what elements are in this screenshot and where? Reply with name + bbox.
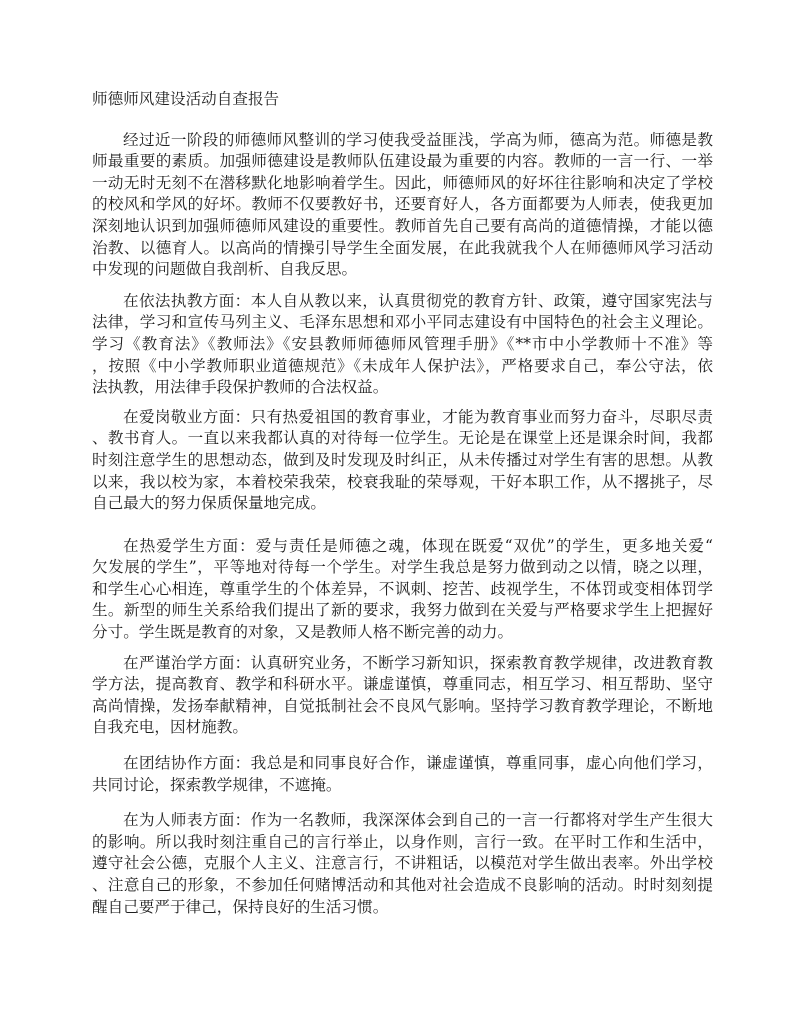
paragraph-line: 学习《教育法》《教师法》《安县教师师德师风管理手册》《**市中小学教师十不准》等: [92, 334, 713, 353]
paragraph-line: 、注意自己的形象，不参加任何赌博活动和其他对社会造成不良影响的活动。时时刻刻提: [92, 876, 713, 894]
paragraph-line: 高尚情操，发扬奉献精神，自觉抵制社会不良风气影响。坚持学习教育教学理论，不断地: [92, 696, 713, 715]
paragraph-line: 学方法，提高教育、教学和科研水平。谦虚谨慎，尊重同志，相互学习、相互帮助、坚守: [92, 675, 713, 694]
paragraph-intro: [92, 130, 713, 281]
paragraph-line: 法执教，用法律手段保护教师的合法权益。: [92, 378, 389, 397]
paragraph-line: 醒自己要严于律己，保持良好的生活习惯。: [92, 897, 389, 916]
paragraph-line: 的影响。所以我时刻注重自己的言行举止，以身作则，言行一致。在平时工作和生活中，: [92, 832, 713, 851]
paragraph-job-dedication: [92, 407, 713, 515]
paragraph-line: 法律，学习和宣传马列主义、毛泽东思想和邓小平同志建设有中国特色的社会主义理论。: [92, 313, 713, 332]
paragraph-line: 、教书育人。一直以来我都认真的对待每一位学生。无论是在课堂上还是课余时间，我都: [92, 429, 713, 448]
paragraph-line: 欠发展的学生”，平等地对待每一个学生。对学生我总是努力做到动之以情，晓之以理，: [92, 558, 713, 577]
paragraph-rigorous-scholarship: [92, 653, 713, 739]
paragraph-line: 生。新型的师生关系给我们提出了新的要求，我努力做到在关爱与严格要求学生上把握好: [92, 601, 713, 620]
paragraph-line: 的校风和学风的好坏。教师不仅要教好书，还要育好人，各方面都要为人师表，使我更加: [92, 195, 713, 214]
paragraph-line: 治教、以德育人。以高尚的情操引导学生全面发展，在此我就我个人在师德师风学习活动: [92, 238, 713, 257]
document-body: [92, 89, 713, 918]
paragraph-line: 在团结协作方面：我总是和同事良好合作，谦虚谨慎，尊重同事，虚心向他们学习，: [123, 754, 713, 773]
paragraph-line: 师最重要的素质。加强师德建设是教师队伍建设最为重要的内容。教师的一言一行、一举: [92, 152, 713, 171]
paragraph-line: 深刻地认识到加强师德师风建设的重要性。教师首先自己要有高尚的道德情操，才能以德: [92, 216, 713, 235]
paragraph-law-based-teaching: [92, 291, 713, 399]
paragraph-line: 分寸。学生既是教育的对象，又是教师人格不断完善的动力。: [92, 623, 514, 642]
paragraph-caring-for-students: [92, 536, 713, 644]
paragraph-line: 中发现的问题做自我剖析、自我反思。: [92, 260, 358, 279]
paragraph-line: 在热爱学生方面：爱与责任是师德之魂，体现在既爱“双优”的学生，更多地关爱“: [123, 536, 713, 555]
paragraph-line: 自我充电，因材施教。: [92, 718, 248, 737]
paragraph-line: 在为人师表方面：作为一名教师，我深深体会到自己的一言一行都将对学生产生很大: [123, 811, 713, 830]
paragraph-line: 一动无时无刻不在潜移默化地影响着学生。因此，师德师风的好坏往往影响和决定了学校: [92, 173, 713, 192]
paragraph-line: 共同讨论，探索教学规律，不遮掩。: [92, 775, 342, 794]
paragraph-line: 以来，我以校为家，本着校荣我荣，校衰我耻的荣辱观，干好本职工作，从不撂挑子，尽: [92, 472, 713, 491]
paragraph-line: 在依法执教方面：本人自从教以来，认真贯彻党的教育方针、政策，遵守国家宪法与: [123, 291, 713, 310]
document-title: 师德师风建设活动自查报告: [92, 90, 280, 108]
paragraph-role-model: [92, 810, 713, 918]
paragraph-line: 自己最大的努力保质保量地完成。: [92, 494, 326, 513]
paragraph-line: 时刻注意学生的思想动态，做到及时发现及时纠正，从未传播过对学生有害的思想。从教: [92, 450, 713, 469]
paragraph-line: 经过近一阶段的师德师风整训的学习使我受益匪浅，学高为师，德高为范。师德是教: [123, 130, 713, 149]
paragraph-teamwork: [92, 753, 713, 796]
paragraph-line: 遵守社会公德，克服个人主义、注意言行，不讲粗话，以模范对学生做出表率。外出学校: [92, 854, 713, 873]
paragraph-line: 在爱岗敬业方面：只有热爱祖国的教育事业，才能为教育事业而努力奋斗，尽职尽责: [123, 407, 713, 426]
paragraph-line: ，按照《中小学教师职业道德规范》《未成年人保护法》，严格要求自己，奉公守法，依: [92, 356, 713, 375]
paragraph-line: 和学生心心相连，尊重学生的个体差异，不讽刺、挖苦、歧视学生，不体罚或变相体罚学: [92, 579, 713, 598]
paragraph-line: 在严谨治学方面：认真研究业务，不断学习新知识，探索教育教学规律，改进教育教: [123, 653, 713, 672]
